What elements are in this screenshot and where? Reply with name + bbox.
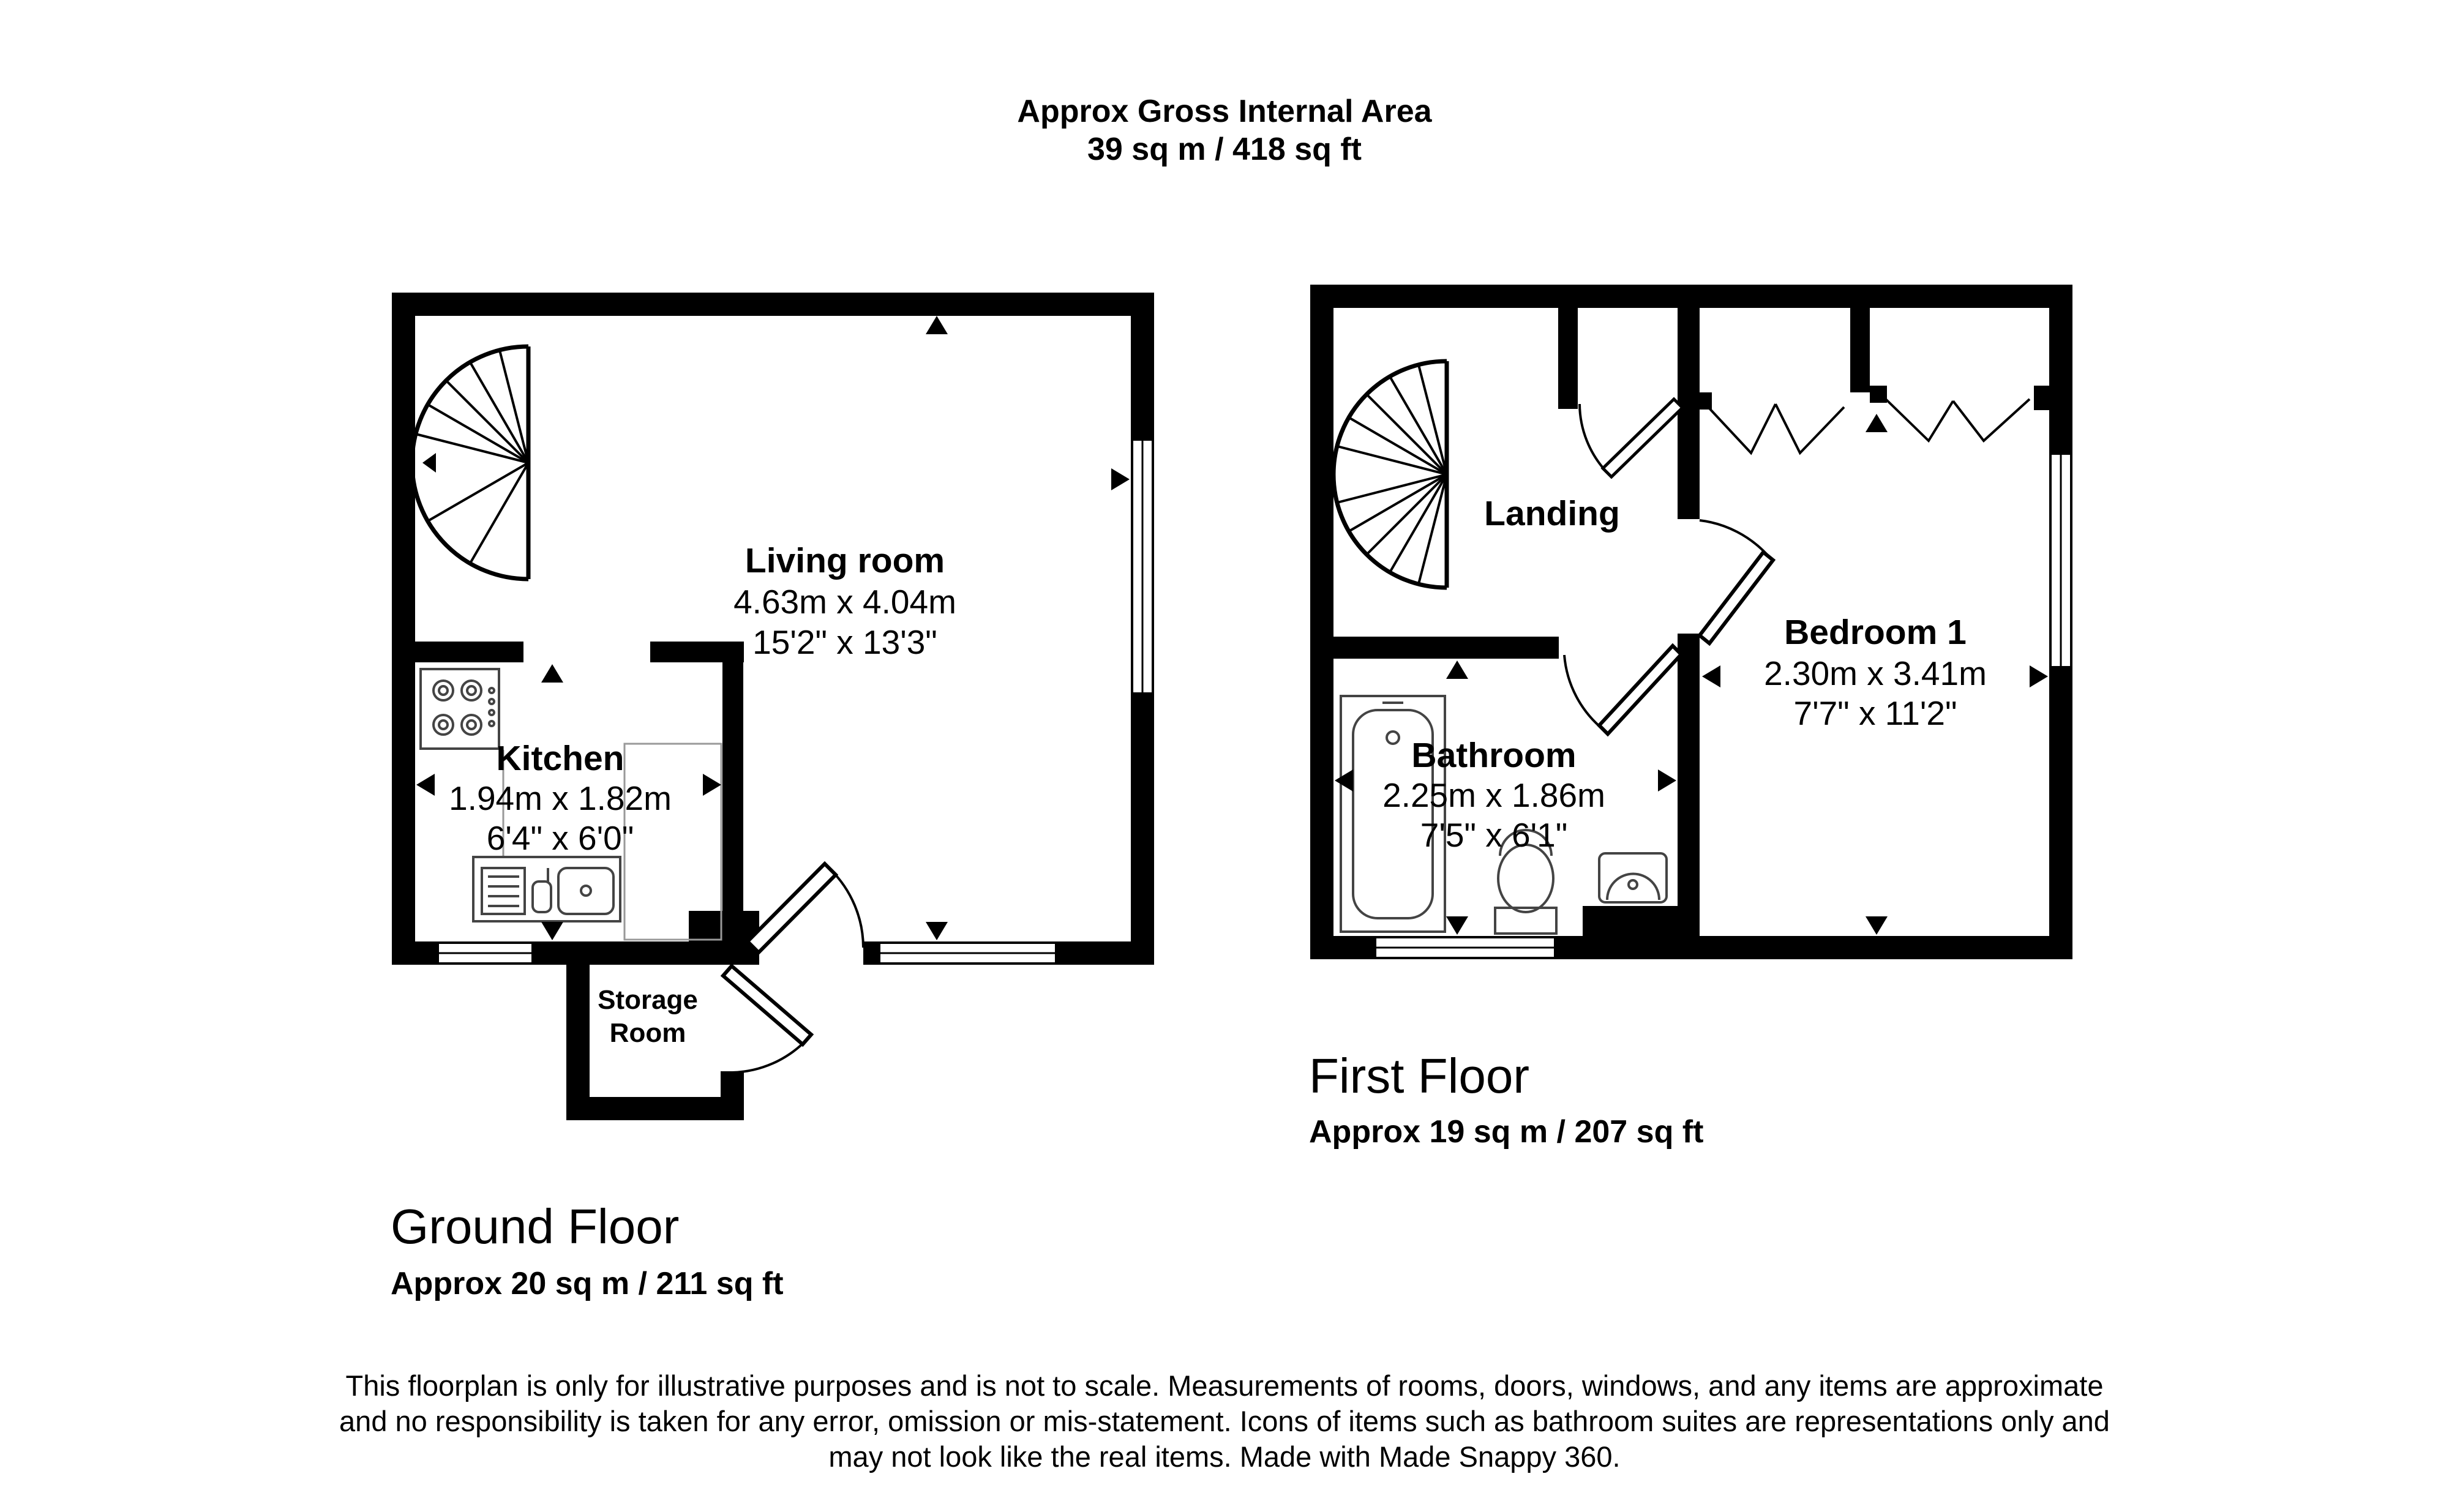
ground-floor-plan (392, 293, 1154, 1120)
kitchen-metric: 1.94m x 1.82m (449, 779, 672, 817)
bathroom-name: Bathroom (1411, 736, 1577, 775)
first-floor-windows (1375, 454, 2071, 958)
ground-staircase-icon (412, 346, 528, 579)
disclaimer-line-1: This floorplan is only for illustrative purposes and is not to scale. Measurements of rooms, doors, windows, and any items are approximate (345, 1369, 2104, 1402)
storage-room-name-line1: Storage (598, 985, 698, 1015)
ground-floor-windows (438, 440, 1153, 964)
bathroom-door (1564, 646, 1681, 734)
gross-area-title: Approx Gross Internal Area (1017, 94, 1432, 129)
bedroom-imperial: 7'7" x 11'2" (1793, 694, 1957, 732)
basin-icon (1599, 853, 1667, 902)
disclaimer (245, 1368, 2204, 1475)
first-floor-title: First Floor (1309, 1049, 1529, 1103)
hob-icon (421, 669, 499, 749)
ground-floor-title: Ground Floor (391, 1199, 680, 1254)
wardrobe-doors (1708, 399, 2030, 453)
living-room-imperial: 15'2" x 13'3" (752, 623, 937, 661)
bedroom-metric: 2.30m x 3.41m (1764, 654, 1987, 692)
bathroom-metric: 2.25m x 1.86m (1382, 776, 1605, 814)
landing-name: Landing (1484, 494, 1620, 533)
kitchen-name: Kitchen (496, 739, 624, 778)
kitchen-imperial: 6'4" x 6'0" (486, 819, 634, 857)
bedroom-door (1700, 520, 1773, 643)
living-room-name: Living room (744, 541, 945, 580)
ground-floor-area: Approx 20 sq m / 211 sq ft (391, 1266, 784, 1301)
cupboard-door (1580, 399, 1682, 477)
storage-room-name-line2: Room (609, 1018, 686, 1048)
kitchen-sink-icon (473, 857, 620, 921)
ground-floor-walls (392, 293, 1154, 1120)
gross-area-value: 39 sq m / 418 sq ft (1087, 132, 1362, 167)
first-staircase-icon (1333, 361, 1447, 588)
storage-door (723, 966, 811, 1072)
first-floor-plan (1310, 285, 2072, 959)
bedroom-name: Bedroom 1 (1784, 613, 1967, 652)
disclaimer-line-2: and no responsibility is taken for any error, omission or mis-statement. Icons of items such as bathroom suites are representations only and (339, 1405, 2110, 1437)
living-room-metric: 4.63m x 4.04m (733, 583, 956, 621)
bathroom-imperial: 7'5" x 6'1" (1420, 816, 1568, 854)
disclaimer-line-3: may not look like the real items. Made with Made Snappy 360. (828, 1440, 1621, 1473)
entrance-door (748, 864, 863, 952)
first-floor-area: Approx 19 sq m / 207 sq ft (1309, 1114, 1704, 1150)
